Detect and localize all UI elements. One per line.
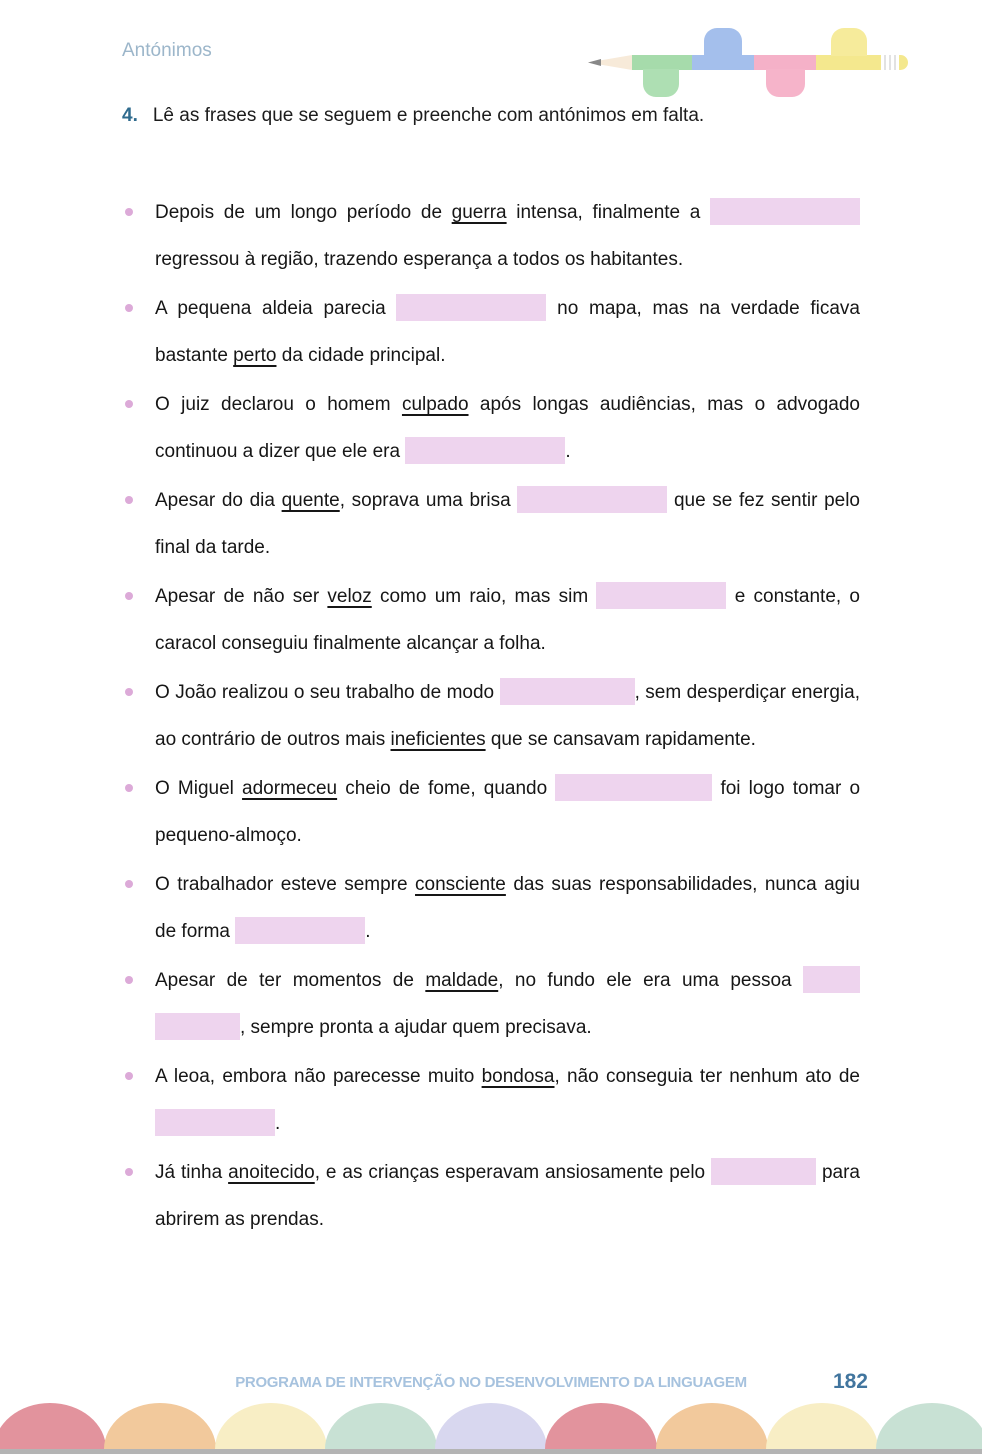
bullet-dot-icon: [125, 400, 133, 408]
page-number: 182: [832, 1370, 868, 1393]
sentence-item: [122, 285, 868, 379]
sentence-item: [122, 1149, 868, 1243]
answer-blank[interactable]: [517, 486, 667, 513]
scallop-dome: [104, 1403, 216, 1449]
scallop-border: [0, 1403, 982, 1449]
pencil-tab: [643, 69, 679, 97]
sentence-item: [122, 957, 868, 1051]
sentence-text: Apesar de não ser veloz como um raio, mas sim e constante, o caracol conseguiu finalmente alcançar a folha.: [155, 573, 860, 667]
exercise-instruction: Lê as frases que se seguem e preenche com antónimos em falta.: [152, 105, 705, 126]
sentence-text: O Miguel adormeceu cheio de fome, quando foi logo tomar o pequeno-almoço.: [155, 765, 860, 859]
bullet-dot-icon: [125, 208, 133, 216]
scallop-dome: [215, 1403, 327, 1449]
sentence-text: Apesar de ter momentos de maldade, no fundo ele era uma pessoa , sempre pronta a ajudar quem precisava.: [155, 957, 860, 1051]
scallop-dome: [435, 1403, 547, 1449]
scallop-dome: [0, 1403, 106, 1449]
sentence-item: [122, 573, 868, 667]
underlined-word: maldade: [425, 970, 499, 991]
sentence-text: Apesar do dia quente, soprava uma brisa que se fez sentir pelo final da tarde.: [155, 477, 860, 571]
pencil-segment: [816, 55, 881, 70]
sentence-item: [122, 477, 868, 571]
page-title: Antónimos: [122, 40, 212, 61]
bullet-dot-icon: [125, 592, 133, 600]
sentence-text: Já tinha anoitecido, e as crianças esperavam ansiosamente pelo para abrirem as prendas.: [155, 1149, 860, 1243]
sentence-text: A leoa, embora não parecesse muito bondosa, não conseguia ter nenhum ato de .: [155, 1066, 860, 1134]
sentence-list: [122, 189, 868, 1245]
bullet-dot-icon: [125, 304, 133, 312]
bullet-dot-icon: [125, 784, 133, 792]
bullet-dot-icon: [125, 880, 133, 888]
underlined-word: adormeceu: [242, 778, 338, 799]
underlined-word: consciente: [415, 874, 506, 895]
pencil-eraser-ferrule: [881, 55, 899, 70]
answer-blank[interactable]: [555, 774, 712, 801]
scallop-dome: [766, 1403, 878, 1449]
pencil-end-cap: [899, 55, 908, 70]
answer-blank[interactable]: [803, 966, 860, 993]
answer-blank[interactable]: [155, 1109, 275, 1136]
pencil-segment: [632, 55, 692, 70]
underlined-word: bondosa: [481, 1066, 555, 1087]
sentence-item: [122, 765, 868, 859]
bullet-dot-icon: [125, 688, 133, 696]
bullet-dot-icon: [125, 1072, 133, 1080]
pencil-body: [588, 55, 908, 70]
sentence-item: [122, 861, 868, 955]
sentence-item: [122, 189, 868, 283]
scallop-dome: [545, 1403, 657, 1449]
answer-blank[interactable]: [596, 582, 726, 609]
underlined-word: perto: [233, 345, 277, 366]
underlined-word: guerra: [451, 202, 507, 223]
scallop-dome: [656, 1403, 768, 1449]
bullet-dot-icon: [125, 1168, 133, 1176]
underlined-word: quente: [281, 490, 340, 511]
sentence-text: O trabalhador esteve sempre consciente das suas responsabilidades, nunca agiu de forma .: [155, 874, 860, 942]
bottom-edge-bar: [0, 1449, 982, 1454]
sentence-text: O João realizou o seu trabalho de modo , sem desperdiçar energia, ao contrário de outros mais ineficientes que se cansavam rapidamente.: [155, 669, 860, 763]
underlined-word: veloz: [327, 586, 372, 607]
exercise-number: 4.: [122, 105, 138, 126]
sentence-text: Depois de um longo período de guerra intensa, finalmente a regressou à região, trazendo esperança a todos os habitantes.: [155, 189, 860, 283]
pencil-segment: [692, 55, 754, 70]
underlined-word: culpado: [401, 394, 469, 415]
pencil-tip: [588, 55, 632, 70]
sentence-text: A pequena aldeia parecia no mapa, mas na verdade ficava bastante perto da cidade principal.: [155, 285, 860, 379]
answer-blank[interactable]: [500, 678, 635, 705]
answer-blank[interactable]: [405, 437, 565, 464]
footer-program-title: PROGRAMA DE INTERVENÇÃO NO DESENVOLVIMENTO DA LINGUAGEM: [235, 1374, 747, 1391]
pencil-tab: [766, 69, 805, 97]
bullet-dot-icon: [125, 496, 133, 504]
sentence-text: O juiz declarou o homem culpado após longas audiências, mas o advogado continuou a dizer que ele era .: [155, 394, 860, 462]
answer-blank[interactable]: [235, 917, 365, 944]
pencil-tab: [831, 28, 867, 56]
bullet-dot-icon: [125, 976, 133, 984]
answer-blank[interactable]: [710, 198, 860, 225]
pencil-segment: [754, 55, 816, 70]
sentence-item: [122, 381, 868, 475]
answer-blank[interactable]: [396, 294, 546, 321]
pencil-icon: [588, 28, 910, 100]
exercise-header: [122, 105, 868, 127]
answer-blank[interactable]: [711, 1158, 816, 1185]
underlined-word: ineficientes: [390, 729, 486, 750]
sentence-item: [122, 1053, 868, 1147]
pencil-tab: [704, 28, 742, 56]
answer-blank[interactable]: [155, 1013, 240, 1040]
scallop-dome: [325, 1403, 437, 1449]
underlined-word: anoitecido: [228, 1162, 315, 1183]
sentence-item: [122, 669, 868, 763]
scallop-dome: [876, 1403, 982, 1449]
